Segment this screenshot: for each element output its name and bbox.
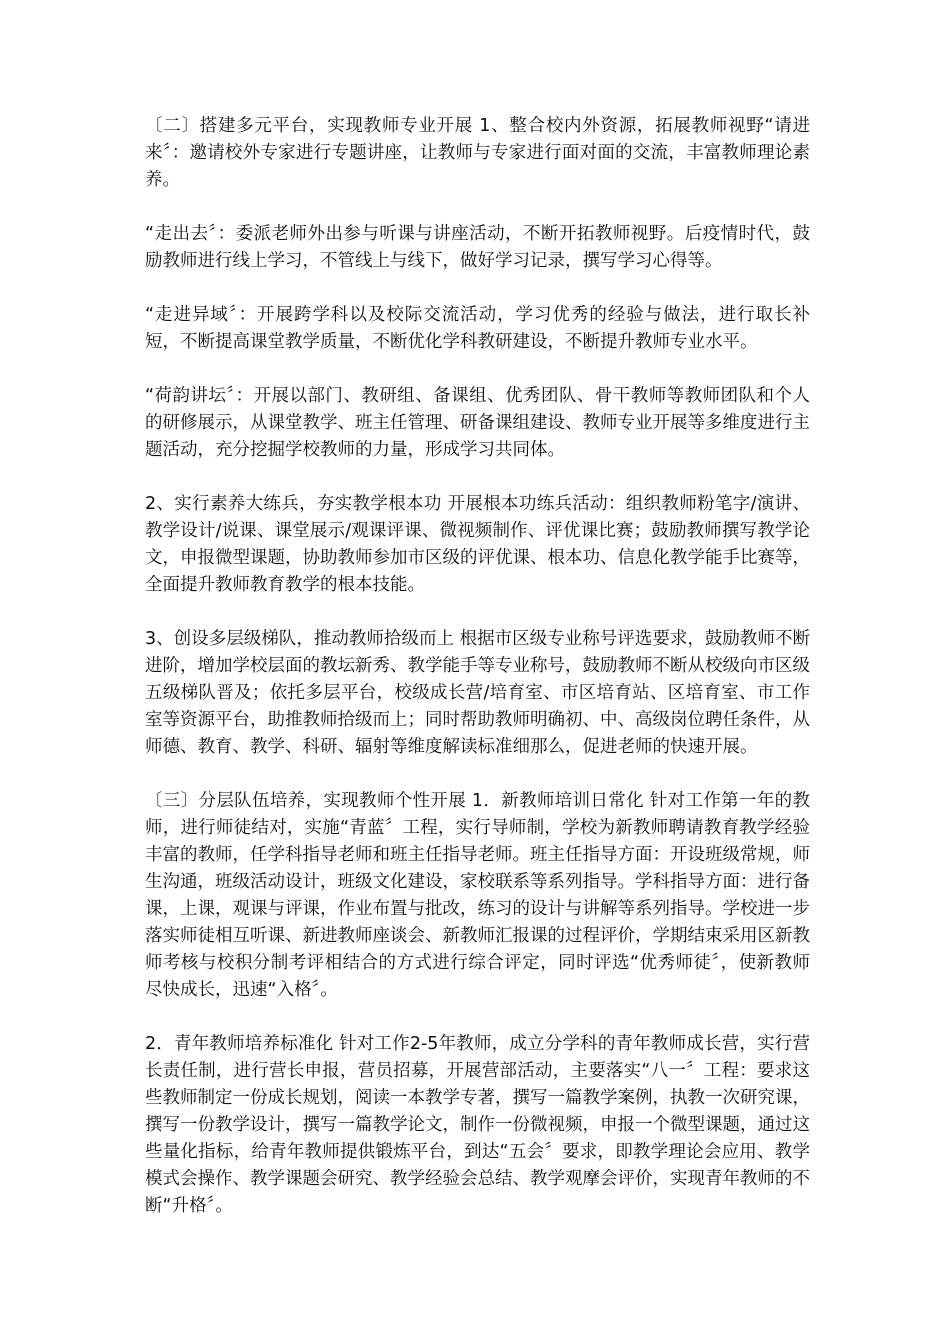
paragraph-skills-training: 2、实行素养大练兵，夯实教学根本功 开展根本功练兵活动：组织教师粉笔字/演讲、教学设计/说课、课堂展示/观课评课、微视频制作、评优课比赛；鼓励教师撰写教学论文，申报微型课题，协助教师参加市区级的评优课、根本功、信息化教学能手比赛等，全面提升教师教育教学的根本技能。 [145,494,810,595]
paragraph-young-teacher-training: 2．青年教师培养标准化 针对工作2-5年教师，成立分学科的青年教师成长营，实行营长责任制，进行营长申报，营员招募，开展营部活动，主要落实“八一〞工程：要求这些教师制定一份成长规划，阅读一本教学专著，撰写一篇教学案例，执教一次研究课，撰写一份教学设计，撰写一篇教学论文，制作一份微视频，申报一个微型课题，通过这些量化指标，给青年教师提供锻炼平台，到达“五会〞要求，即教学理论会应用、教学模式会操作、教学课题会研究、教学经验会总结、教学观摩会评价，实现青年教师的不断“升格〞。 [145,1034,810,1216]
paragraph-platform-invite: 〔二〕搭建多元平台，实现教师专业开展 1、整合校内外资源，拓展教师视野“请进来〞：邀请校外专家进行专题讲座，让教师与专家进行面对面的交流，丰富教师理论素养。 [145,116,810,190]
paragraph-cross-domain: “走进异域〞：开展跨学科以及校际交流活动，学习优秀的经验与做法，进行取长补短，不断提高课堂教学质量，不断优化学科教研建设，不断提升教师专业水平。 [145,305,810,352]
paragraph-go-out: “走出去〞：委派老师外出参与听课与讲座活动，不断开拓教师视野。后疫情时代，鼓励教师进行线上学习，不管线上与线下，做好学习记录，撰写学习心得等。 [145,224,810,271]
paragraph-lecture-forum: “荷韵讲坛〞：开展以部门、教研组、备课组、优秀团队、骨干教师等教师团队和个人的研修展示，从课堂教学、班主任管理、研备课组建设、教师专业开展等多维度进行主题活动，充分挖掘学校教师的力量，形成学习共同体。 [145,386,810,460]
document-page [145,113,810,1247]
paragraph-tiered-ladder: 3、创设多层级梯队，推动教师拾级而上 根据市区级专业称号评选要求，鼓励教师不断进阶，增加学校层面的教坛新秀、教学能手等专业称号，鼓励教师不断从校级向市区级五级梯队晋及；依托多层平台，校级成长营/培育室、市区培育站、区培育室、市工作室等资源平台，助推教师拾级而上；同时帮助教师明确初、中、高级岗位聘任条件，从师德、教育、教学、科研、辐射等维度解读标准细那么，促进老师的快速开展。 [145,629,810,757]
paragraph-new-teacher-training: 〔三〕分层队伍培养，实现教师个性开展 1．新教师培训日常化 针对工作第一年的教师，进行师徒结对，实施“青蓝〞工程，实行导师制，学校为新教师聘请教育教学经验丰富的教师，任学科指导老师和班主任指导老师。班主任指导方面：开设班级常规，师生沟通，班级活动设计，班级文化建设，家校联系等系列指导。学科指导方面：进行备课，上课，观课与评课，作业布置与批改，练习的设计与讲解等系列指导。学校进一步落实师徒相互听课、新进教师座谈会、新教师汇报课的过程评价，学期结束采用区新教师考核与校积分制考评相结合的方式进行综合评定，同时评选“优秀师徒〞，使新教师尽快成长，迅速“入格〞。 [145,791,810,1000]
